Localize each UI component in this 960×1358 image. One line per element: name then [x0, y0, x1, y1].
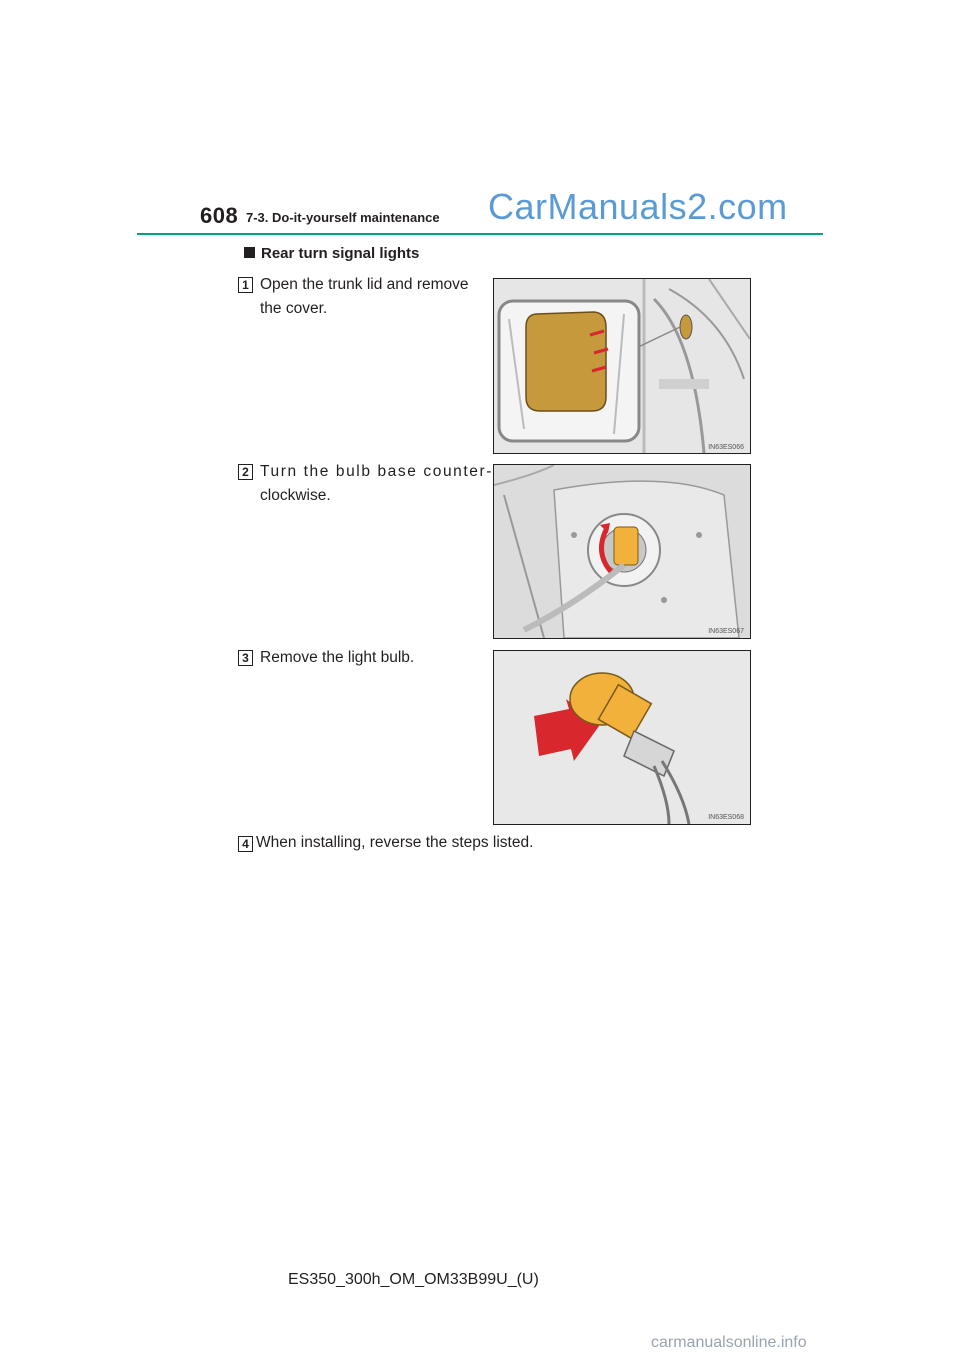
- step-text-line: clockwise.: [260, 487, 331, 504]
- figure-code: IN63ES067: [708, 628, 744, 635]
- step-text-line: Open the trunk lid and remove: [260, 276, 469, 293]
- section-title: 7-3. Do-it-yourself maintenance: [246, 210, 440, 225]
- figure-code: IN63ES066: [708, 444, 744, 451]
- step-text-3: [260, 646, 414, 670]
- document-code: ES350_300h_OM_OM33B99U_(U): [288, 1271, 539, 1288]
- figure-turn-bulb-base: [493, 464, 751, 639]
- step-text-line: When installing, reverse the steps listed.: [256, 834, 534, 851]
- footer-watermark-link[interactable]: carmanualsonline.info: [651, 1334, 807, 1351]
- step-number-1: 1: [238, 277, 253, 293]
- step-text-4: [256, 831, 533, 855]
- square-bullet-icon: [244, 247, 255, 258]
- step-text-line: Remove the light bulb.: [260, 649, 415, 666]
- step-text-line: Turn the bulb base counter-: [260, 463, 494, 480]
- step-number-2: 2: [238, 464, 253, 480]
- figure-code: IN63ES068: [708, 814, 744, 821]
- watermark-link[interactable]: CarManuals2.com: [488, 186, 788, 227]
- page-number: 608: [200, 203, 239, 228]
- header-rule: [137, 233, 823, 235]
- step-number-3: 3: [238, 650, 253, 666]
- figure-remove-cover: [493, 278, 751, 454]
- heading-text: Rear turn signal lights: [261, 245, 420, 262]
- section-heading: [244, 245, 419, 262]
- step-text-1: [260, 273, 469, 321]
- step-text-2: [260, 460, 493, 508]
- step-text-line: the cover.: [260, 300, 328, 317]
- step-number-4: 4: [238, 836, 253, 852]
- figure-remove-bulb: [493, 650, 751, 825]
